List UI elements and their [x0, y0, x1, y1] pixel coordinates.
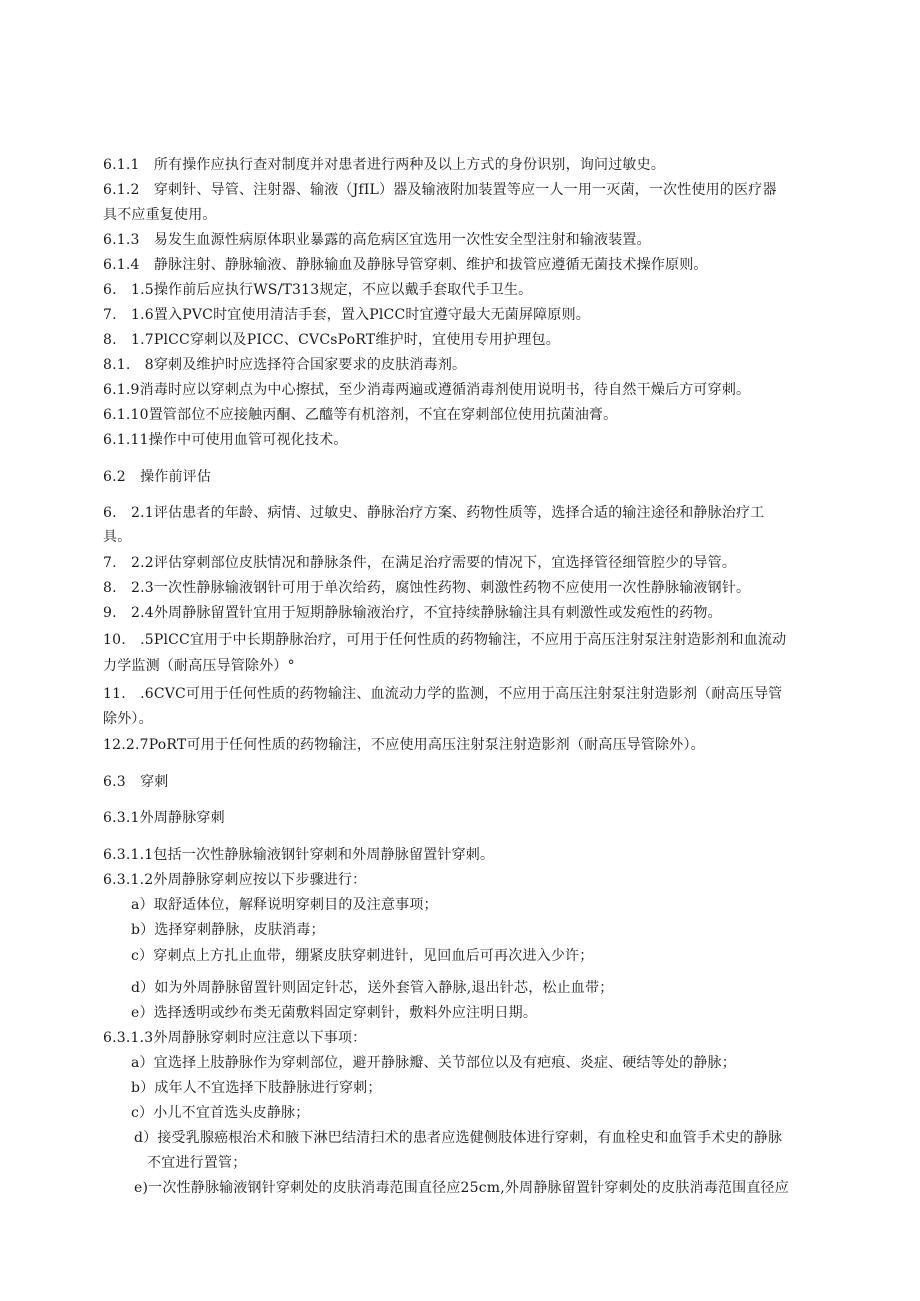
list-item-step-c: c）穿刺点上方扎止血带，绷紧皮肤穿刺进针，见回血后可再次进入少许；: [131, 948, 594, 964]
clause-6-2-7: 12.2.7PoRT可用于任何性质的药物输注，不应使用高压注射泵注射造影剂（耐高压导管除外）。: [103, 737, 705, 753]
clause-6-1-11: 6.1.11操作中可使用血管可视化技术。: [103, 432, 348, 448]
section-heading-6-2: 6.2 操作前评估: [103, 469, 212, 485]
clause-6-3-1-2: 6.3.1.2外周静脉穿刺应按以下步骤进行：: [103, 872, 367, 888]
clause-6-2-2: 7. 2.2评估穿刺部位皮肤情况和静脉条件，在满足治疗需要的情况下，宜选择管径细管腔少的导管。: [103, 555, 737, 571]
list-item-note-b: b）成年人不宜选择下肢静脉进行穿刺；: [131, 1080, 382, 1096]
clause-6-1-9: 6.1.9消毒时应以穿刺点为中心擦拭，至少消毒两遍或遵循消毒剂使用说明书，待自然干燥后方可穿刺。: [103, 382, 751, 398]
clause-6-2-6: 11. .6CVC可用于任何性质的药物输注、血流动力学的监测，不应用于高压注射泵注射造影剂（耐高压导管: [103, 686, 783, 702]
list-item-note-d-cont: 不宜进行置管；: [147, 1155, 247, 1171]
list-item-step-b: b）选择穿刺静脉，皮肤消毒；: [131, 922, 325, 938]
list-item-note-e: e)一次性静脉输液钢针穿刺处的皮肤消毒范围直径应25cm,外周静脉留置针穿刺处的皮肤消毒范围直径应: [134, 1180, 789, 1196]
list-item-step-a: a）取舒适体位，解释说明穿刺目的及注意事项；: [131, 897, 438, 913]
list-item-note-a: a）宜选择上肢静脉作为穿刺部位，避开静脉瓣、关节部位以及有疤痕、炎症、硬结等处的静脉；: [131, 1055, 736, 1071]
clause-6-1-5: 6. 1.5操作前后应执行WS/T313规定，不应以戴手套取代手卫生。: [103, 282, 533, 298]
clause-6-1-3: 6.1.3 易发生血源性病原体职业暴露的高危病区宜选用一次性安全型注射和输液装置。: [103, 232, 651, 248]
clause-6-2-1-cont: 具。: [103, 529, 132, 545]
clause-6-1-1: 6.1.1 所有操作应执行查对制度并对患者进行两种及以上方式的身份识别，询问过敏史。: [103, 157, 666, 173]
clause-6-1-6: 7. 1.6置入PVC时宜使用清洁手套，置入PlCC时宜遵守最大无菌屏障原则。: [103, 307, 590, 323]
list-item-note-c: c）小儿不宜首选头皮静脉；: [131, 1105, 310, 1121]
clause-6-1-7: 8. 1.7PlCC穿刺以及PICC、CVCsPoRT维护时，宜使用专用护理包。: [103, 332, 560, 348]
clause-6-1-2: 6.1.2 穿刺针、导管、注射器、输液（JfIL）器及输液附加装置等应一人一用一灭菌，一次性使用的医疗器: [103, 182, 777, 198]
section-heading-6-3: 6.3 穿刺: [103, 774, 169, 790]
clause-6-2-1: 6. 2.1评估患者的年龄、病情、过敏史、静脉治疗方案、药物性质等，选择合适的输注途径和静脉治疗工: [103, 505, 765, 521]
clause-6-2-3: 8. 2.3一次性静脉输液钢针可用于单次给药，腐蚀性药物、刺激性药物不应使用一次性静脉输液钢针。: [103, 580, 751, 596]
clause-6-3-1-3: 6.3.1.3外周静脉穿刺时应注意以下事项：: [103, 1030, 367, 1046]
clause-6-1-4: 6.1.4 静脉注射、静脉输液、静脉输血及静脉导管穿刺、维护和拔管应遵循无菌技术操作原则。: [103, 257, 708, 273]
clause-6-2-6-cont: 除外）。: [103, 711, 153, 727]
subsection-heading-6-3-1: 6.3.1外周静脉穿刺: [103, 810, 225, 826]
list-item-step-e: e）选择透明或纱布类无菌敷料固定穿刺针，敷料外应注明日期。: [131, 1005, 538, 1021]
clause-6-1-2-cont: 具不应重复使用。: [103, 207, 217, 223]
list-item-note-d: d）接受乳腺癌根治术和腋下淋巴结清扫术的患者应选健侧肢体进行穿刺，有血栓史和血管手术史的静脉: [134, 1130, 783, 1146]
clause-6-2-5-cont: 力学监测（耐高压导管除外）°: [103, 658, 295, 674]
clause-6-3-1-1: 6.3.1.1包括一次性静脉输液钢针穿刺和外周静脉留置针穿刺。: [103, 847, 495, 863]
clause-6-1-8: 8.1. 8穿刺及维护时应选择符合国家要求的皮肤消毒剂。: [103, 357, 467, 373]
clause-6-2-5: 10. .5PlCC宜用于中长期静脉治疗，可用于任何性质的药物输注，不应用于高压注射泵注射造影剂和血流动: [103, 632, 787, 648]
clause-6-2-4: 9. 2.4外周静脉留置针宜用于短期静脉输液治疗，不宜持续静脉输注具有刺激性或发疱性的药物。: [103, 605, 722, 621]
clause-6-1-10: 6.1.10置管部位不应接触丙酮、乙醯等有机溶剂，不宜在穿刺部位使用抗菌油膏。: [103, 407, 618, 423]
list-item-step-d: d）如为外周静脉留置针则固定针芯，送外套管入静脉,退出针芯，松止血带；: [131, 980, 614, 996]
